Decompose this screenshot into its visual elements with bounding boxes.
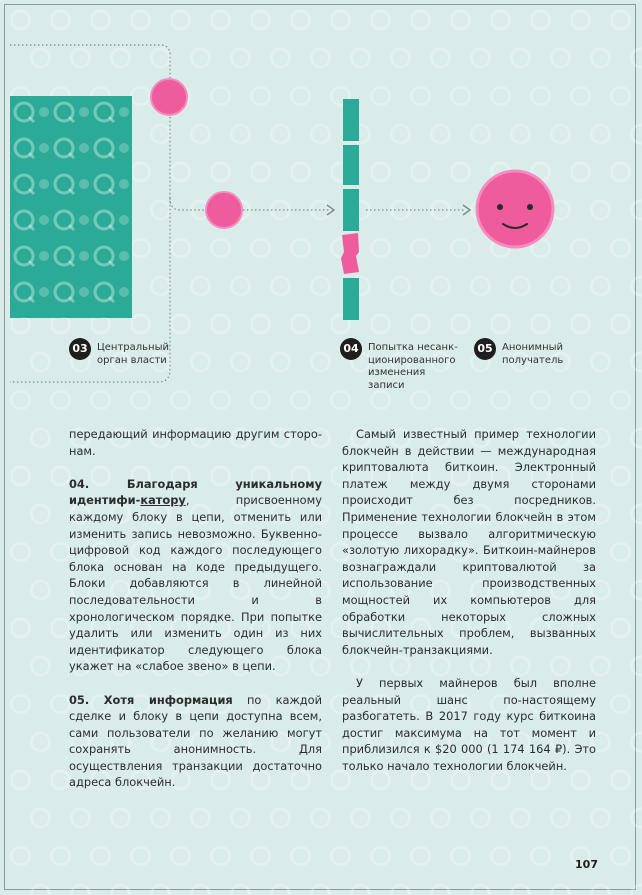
right-paragraph-1: Самый известный пример технологии блокчейн в действии — международная криптовалюта биткоин. Электронный платеж между двумя сторонами происходит без посредников. Применение технологии блокчейн в этом процессе вызвало алгоритмическую «золотую лихорадку». Биткоин-майнеров вознаграждали криптовалютой за использование производственных мощностей их компьютеров для обработки некоторых сложных вычислительных проблем, вызванных блокчейн-транзакциями.	[342, 427, 596, 657]
blockchain-diagram	[0, 0, 642, 400]
right-column	[342, 426, 596, 791]
chain-block	[343, 99, 359, 141]
step-03-number: 03	[69, 338, 91, 360]
tampered-block	[341, 233, 359, 274]
point-04-heading: 04. Благодаря уникальному идентифи-	[69, 476, 322, 508]
step-05-label	[474, 342, 563, 367]
point-04-body: , присвоенному каждому блоку в цепи, отменить или изменить запись невозможно. Буквенно-цифровой код каждого последующего блока основан на коде предыдущего. Блоки добавляются в линейной последовательности и в хронологическом порядке. При попытке удалить или изменить один из них идентификатор следующего блока укажет на «слабое звено» в цепи.	[69, 493, 322, 674]
chain-block	[343, 145, 359, 185]
step-03-label	[69, 342, 169, 367]
left-paragraph-1: передающий информацию другим сторо-нам.	[69, 427, 322, 458]
point-04-heading-underlined: катору	[140, 493, 186, 508]
block-chain	[341, 99, 359, 320]
chain-block	[343, 278, 359, 320]
step-05-number: 05	[474, 338, 496, 360]
point-05-heading: 05. Хотя информация	[69, 692, 233, 707]
left-paragraph-3	[69, 692, 322, 792]
step-04-label	[340, 342, 458, 392]
smiley-face-icon	[477, 171, 553, 247]
left-paragraph-2	[69, 476, 322, 675]
page-number: 107	[575, 858, 598, 871]
step-04-text: Попытка несанк- ционированного изменения записи	[368, 342, 458, 391]
step-05-text: Анонимный получатель	[502, 342, 564, 366]
left-column	[69, 426, 322, 808]
chain-block	[343, 189, 359, 231]
step-04-number: 04	[340, 338, 362, 360]
right-paragraph-2: У первых майнеров был вполне реальный шанс по-настоящему разбогатеть. В 2017 году курс биткоина достиг максимума на тот момент и приблизился к $20 000 (1 174 164 ₽). Это только начало технологии блокчейн.	[342, 675, 596, 773]
step-03-text: Центральный орган власти	[97, 342, 169, 366]
point-05-body: по каждой сделке и блоку в цепи доступна всем, сами пользователи по желанию могут сохранять анонимность. Для осуществления транзакции достаточно адреса блокчейн.	[69, 692, 322, 790]
branch-line	[170, 198, 205, 210]
